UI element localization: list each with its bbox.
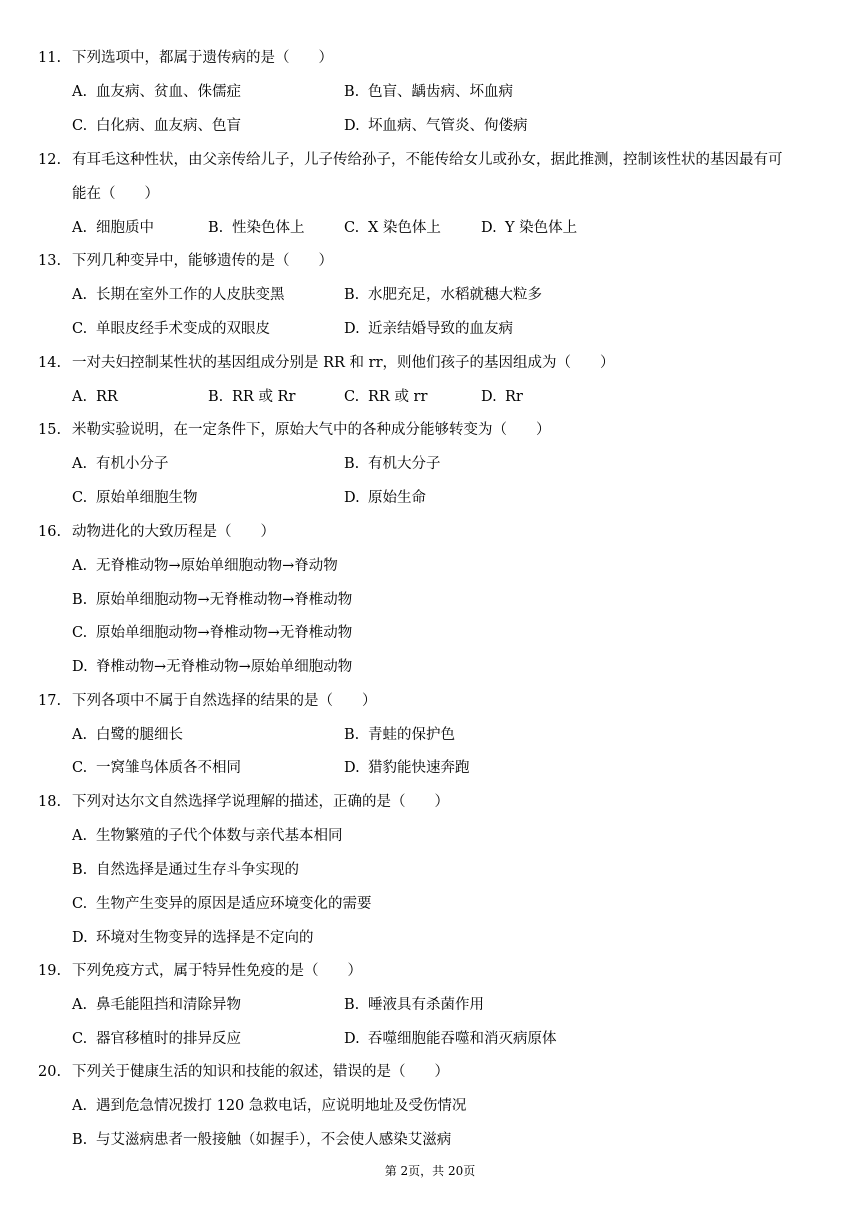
option-letter: B. bbox=[208, 220, 224, 236]
option-d bbox=[481, 387, 523, 407]
option-a bbox=[72, 285, 285, 305]
option-letter: B. bbox=[208, 389, 224, 405]
option-c bbox=[72, 116, 241, 136]
option-letter: B. bbox=[344, 287, 360, 303]
option-a bbox=[72, 1096, 466, 1116]
option-text: RR 或 rr bbox=[368, 389, 428, 405]
option-letter: A. bbox=[72, 84, 88, 100]
question-text: 下列几种变异中，能够遗传的是（ ） bbox=[72, 253, 333, 269]
option-text: 与艾滋病患者一般接触（如握手），不会使人感染艾滋病 bbox=[96, 1132, 452, 1148]
option-text: Y 染色体上 bbox=[505, 220, 578, 236]
option-b bbox=[344, 82, 513, 102]
option-letter: C. bbox=[72, 896, 88, 912]
option-text: 单眼皮经手术变成的双眼皮 bbox=[96, 321, 270, 337]
option-b bbox=[72, 860, 299, 880]
option-text: 生物繁殖的子代个体数与亲代基本相同 bbox=[96, 828, 343, 844]
question-number: 19. bbox=[38, 963, 62, 979]
option-b bbox=[208, 387, 295, 407]
option-text: 吞噬细胞能吞噬和消灭病原体 bbox=[368, 1031, 557, 1047]
option-text: Rr bbox=[505, 389, 523, 405]
option-a bbox=[72, 218, 154, 238]
option-a bbox=[72, 995, 241, 1015]
option-text: 唾液具有杀菌作用 bbox=[368, 997, 484, 1013]
option-letter: C. bbox=[72, 118, 88, 134]
question-number: 17. bbox=[38, 693, 62, 709]
question-number: 15. bbox=[38, 422, 62, 438]
option-letter: A. bbox=[72, 558, 88, 574]
question-stem bbox=[38, 48, 828, 68]
option-b bbox=[344, 285, 542, 305]
option-text: 遇到危急情况拨打 120 急救电话，应说明地址及受伤情况 bbox=[96, 1098, 467, 1114]
question-text: 动物进化的大致历程是（ ） bbox=[72, 524, 275, 540]
option-text: 近亲结婚导致的血友病 bbox=[368, 321, 513, 337]
question-stem bbox=[38, 353, 828, 373]
option-letter: C. bbox=[72, 1031, 88, 1047]
option-letter: C. bbox=[344, 389, 360, 405]
option-d bbox=[344, 488, 426, 508]
question-stem bbox=[38, 792, 828, 812]
question-number: 20. bbox=[38, 1064, 62, 1080]
question-text: 米勒实验说明，在一定条件下，原始大气中的各种成分能够转变为（ ） bbox=[72, 422, 551, 438]
option-d bbox=[344, 116, 528, 136]
option-letter: C. bbox=[72, 321, 88, 337]
option-letter: A. bbox=[72, 389, 88, 405]
option-text: 原始单细胞动物→无脊椎动物→脊椎动物 bbox=[96, 592, 353, 608]
option-a bbox=[72, 82, 241, 102]
option-text: 原始生命 bbox=[368, 490, 426, 506]
option-b bbox=[344, 725, 455, 745]
option-d bbox=[344, 1029, 557, 1049]
option-a bbox=[72, 387, 118, 407]
option-text: 有机大分子 bbox=[368, 456, 441, 472]
option-d bbox=[344, 319, 513, 339]
question-text: 一对夫妇控制某性状的基因组成分别是 RR 和 rr，则他们孩子的基因组成为（ ） bbox=[72, 355, 615, 371]
question-number: 13. bbox=[38, 253, 62, 269]
option-letter: A. bbox=[72, 828, 88, 844]
option-text: RR 或 Rr bbox=[232, 389, 296, 405]
question-stem bbox=[38, 150, 828, 170]
question-number: 11. bbox=[38, 50, 62, 66]
option-letter: D. bbox=[72, 930, 88, 946]
option-letter: D. bbox=[72, 659, 88, 675]
option-text: 一窝雏鸟体质各不相同 bbox=[96, 760, 241, 776]
option-d bbox=[344, 758, 470, 778]
option-text: 坏血病、气管炎、佝偻病 bbox=[368, 118, 528, 134]
option-letter: B. bbox=[344, 997, 360, 1013]
option-letter: C. bbox=[72, 490, 88, 506]
option-c bbox=[72, 488, 198, 508]
option-text: 器官移植时的排异反应 bbox=[96, 1031, 241, 1047]
option-letter: A. bbox=[72, 1098, 88, 1114]
page-footer: 第 2页，共 20页 bbox=[384, 1164, 476, 1178]
option-c bbox=[72, 894, 372, 914]
question-text-continued: 能在（ ） bbox=[72, 186, 159, 202]
option-c bbox=[72, 623, 352, 643]
option-text: 长期在室外工作的人皮肤变黑 bbox=[96, 287, 285, 303]
option-letter: B. bbox=[72, 1132, 88, 1148]
option-letter: D. bbox=[344, 321, 360, 337]
question-text: 有耳毛这种性状，由父亲传给儿子，儿子传给孙子，不能传给女儿或孙女，据此推测，控制该性状的基因最有可 bbox=[72, 152, 783, 168]
option-text: 原始单细胞动物→脊椎动物→无脊椎动物 bbox=[96, 625, 353, 641]
option-text: 鼻毛能阻挡和清除异物 bbox=[96, 997, 241, 1013]
option-letter: A. bbox=[72, 220, 88, 236]
option-letter: D. bbox=[481, 389, 497, 405]
option-text: 生物产生变异的原因是适应环境变化的需要 bbox=[96, 896, 372, 912]
question-text: 下列各项中不属于自然选择的结果的是（ ） bbox=[72, 693, 377, 709]
option-letter: B. bbox=[344, 456, 360, 472]
option-c bbox=[72, 319, 270, 339]
option-letter: C. bbox=[344, 220, 360, 236]
question-stem bbox=[38, 961, 828, 981]
option-letter: D. bbox=[344, 1031, 360, 1047]
option-text: 有机小分子 bbox=[96, 456, 169, 472]
option-c bbox=[344, 387, 427, 407]
option-letter: A. bbox=[72, 287, 88, 303]
option-letter: B. bbox=[344, 84, 360, 100]
question-stem bbox=[38, 522, 828, 542]
option-text: X 染色体上 bbox=[368, 220, 441, 236]
option-text: 血友病、贫血、侏儒症 bbox=[96, 84, 241, 100]
option-text: 白鹭的腿细长 bbox=[96, 727, 183, 743]
option-letter: B. bbox=[72, 592, 88, 608]
option-d bbox=[481, 218, 577, 238]
question-text: 下列关于健康生活的知识和技能的叙述，错误的是（ ） bbox=[72, 1064, 449, 1080]
option-text: 无脊椎动物→原始单细胞动物→脊动物 bbox=[96, 558, 338, 574]
option-d bbox=[72, 928, 314, 948]
option-letter: B. bbox=[344, 727, 360, 743]
question-text: 下列选项中，都属于遗传病的是（ ） bbox=[72, 50, 333, 66]
option-letter: A. bbox=[72, 456, 88, 472]
question-stem bbox=[38, 1062, 828, 1082]
question-stem bbox=[38, 251, 828, 271]
option-text: 细胞质中 bbox=[96, 220, 154, 236]
option-b bbox=[208, 218, 305, 238]
option-text: 色盲、龋齿病、坏血病 bbox=[368, 84, 513, 100]
option-c bbox=[344, 218, 441, 238]
option-c bbox=[72, 758, 241, 778]
option-b bbox=[344, 454, 441, 474]
option-letter: C. bbox=[72, 625, 88, 641]
question-text: 下列免疫方式，属于特异性免疫的是（ ） bbox=[72, 963, 362, 979]
option-text: 脊椎动物→无脊椎动物→原始单细胞动物 bbox=[96, 659, 353, 675]
option-text: 性染色体上 bbox=[232, 220, 305, 236]
option-b bbox=[344, 995, 484, 1015]
question-number: 16. bbox=[38, 524, 62, 540]
option-letter: A. bbox=[72, 997, 88, 1013]
option-text: 白化病、血友病、色盲 bbox=[96, 118, 241, 134]
option-letter: D. bbox=[344, 760, 360, 776]
option-text: 环境对生物变异的选择是不定向的 bbox=[96, 930, 314, 946]
option-letter: D. bbox=[344, 118, 360, 134]
option-text: 青蛙的保护色 bbox=[368, 727, 455, 743]
option-a bbox=[72, 725, 183, 745]
option-letter: A. bbox=[72, 727, 88, 743]
question-number: 18. bbox=[38, 794, 62, 810]
option-text: 原始单细胞生物 bbox=[96, 490, 198, 506]
option-d bbox=[72, 657, 352, 677]
option-text: 猎豹能快速奔跑 bbox=[368, 760, 470, 776]
option-letter: D. bbox=[344, 490, 360, 506]
question-stem bbox=[38, 691, 828, 711]
option-b bbox=[72, 590, 352, 610]
option-a bbox=[72, 826, 343, 846]
option-text: 水肥充足，水稻就穗大粒多 bbox=[368, 287, 542, 303]
question-stem bbox=[38, 420, 828, 440]
option-text: 自然选择是通过生存斗争实现的 bbox=[96, 862, 299, 878]
option-b bbox=[72, 1130, 451, 1150]
question-text: 下列对达尔文自然选择学说理解的描述，正确的是（ ） bbox=[72, 794, 449, 810]
option-text: RR bbox=[96, 389, 118, 405]
question-number: 14. bbox=[38, 355, 62, 371]
question-number: 12. bbox=[38, 152, 62, 168]
option-letter: D. bbox=[481, 220, 497, 236]
option-c bbox=[72, 1029, 241, 1049]
option-letter: C. bbox=[72, 760, 88, 776]
option-letter: B. bbox=[72, 862, 88, 878]
option-a bbox=[72, 454, 169, 474]
option-a bbox=[72, 556, 338, 576]
